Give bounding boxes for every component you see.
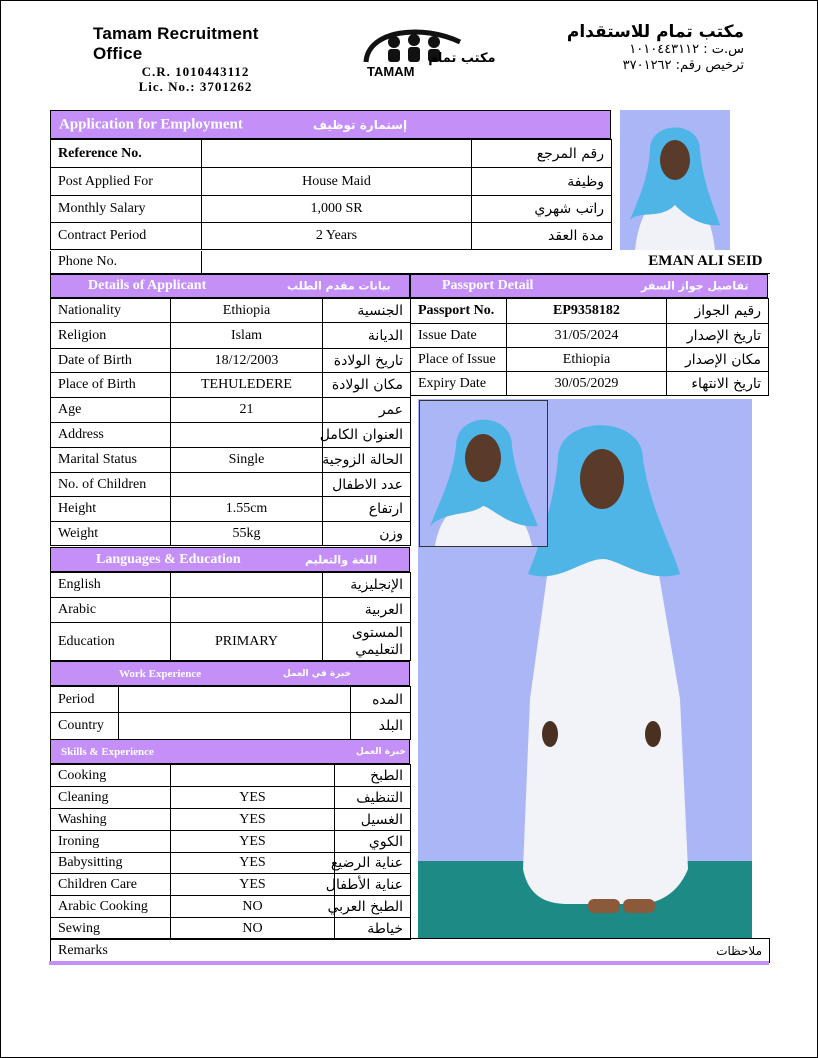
applicant-row [51, 349, 411, 373]
passport-label-ar: رقيم الجواز [667, 299, 769, 324]
passport-row [411, 299, 769, 324]
reference-label: Reference No. [51, 140, 202, 168]
application-title-en: Application for Employment [59, 116, 243, 132]
applicant-label-ar: عمر [323, 398, 411, 423]
applicant-title-ar: بيانات مقدم الطلب [287, 279, 391, 293]
languages-value [171, 598, 323, 623]
work-row [51, 687, 411, 713]
logo-arabic: مكتب تمام [428, 51, 496, 66]
skills-label: Sewing [51, 918, 171, 940]
passport-label-ar: تاريخ الإصدار [667, 324, 769, 348]
skills-label-ar: التنظيف [335, 787, 411, 809]
applicant-title-en: Details of Applicant [88, 278, 207, 293]
languages-row [51, 573, 411, 598]
salary-row [51, 196, 612, 223]
applicant-label: Date of Birth [51, 349, 171, 373]
skills-row [51, 809, 411, 831]
applicant-value: TEHULEDERE [171, 373, 323, 398]
applicant-headshot-top [620, 110, 730, 250]
languages-title-bar [50, 547, 410, 572]
applicant-label: Nationality [51, 299, 171, 323]
skills-row [51, 918, 411, 940]
post-label: Post Applied For [51, 168, 202, 196]
remarks-row [51, 939, 770, 963]
skills-row [51, 896, 411, 918]
applicant-value: 55kg [171, 522, 323, 546]
education-label: Education [51, 623, 171, 661]
reference-value [202, 140, 472, 168]
languages-label-ar: الإنجليزية [323, 573, 411, 598]
applicant-value: 21 [171, 398, 323, 423]
cr-number-en: C.R. 1010443112 [141, 64, 250, 79]
salary-label: Monthly Salary [51, 196, 202, 223]
skills-row [51, 787, 411, 809]
applicant-label-ar: تاريخ الولادة [323, 349, 411, 373]
skills-label: Ironing [51, 831, 171, 853]
skills-row [51, 874, 411, 896]
passport-title-bar [410, 274, 768, 298]
languages-title-ar: اللغة والتعليم [305, 553, 378, 566]
contract-label: Contract Period [51, 223, 202, 250]
applicant-row [51, 373, 411, 398]
skills-label: Cooking [51, 765, 171, 787]
passport-label: Expiry Date [411, 372, 507, 396]
license-number-en: Lic. No.: 3701262 [138, 79, 253, 94]
post-value: House Maid [202, 168, 472, 196]
applicant-row [51, 299, 411, 323]
skills-title-ar: خبرة العمل [356, 746, 406, 757]
tamam-logo [362, 20, 496, 80]
reference-label-ar: رقم المرجع [472, 140, 612, 168]
skills-label-ar: الكوي [335, 831, 411, 853]
skills-title-bar [50, 739, 410, 764]
languages-label: Arabic [51, 598, 171, 623]
skills-row [51, 853, 411, 874]
license-number-ar: ترخيص رقم: ٣٧٠١٢٦٢ [622, 58, 744, 73]
skills-value: YES [171, 787, 335, 809]
passport-row [411, 348, 769, 372]
remarks-table [50, 938, 770, 963]
office-header-en [93, 24, 298, 94]
work-label-ar: المده [351, 687, 411, 713]
skills-value: YES [171, 853, 335, 874]
skills-value: NO [171, 918, 335, 940]
contract-value: 2 Years [202, 223, 472, 250]
skills-label: Babysitting [51, 853, 171, 874]
work-value [119, 687, 351, 713]
skills-title-en: Skills & Experience [61, 745, 154, 758]
skills-value [171, 765, 335, 787]
applicant-label: Weight [51, 522, 171, 546]
applicant-label: Place of Birth [51, 373, 171, 398]
applicant-row [51, 448, 411, 473]
skills-label-ar: الغسيل [335, 809, 411, 831]
office-name-en: Tamam Recruitment Office [93, 24, 259, 63]
applicant-label: No. of Children [51, 473, 171, 497]
post-label-ar: وظيفة [472, 168, 612, 196]
skills-label-ar: عناية الأطفال [335, 874, 411, 896]
work-value [119, 713, 351, 740]
skills-label-ar: عناية الرضيع [335, 853, 411, 874]
work-label: Country [51, 713, 119, 740]
applicant-table [50, 298, 411, 546]
languages-title-en: Languages & Education [96, 551, 241, 567]
passport-table [410, 298, 769, 396]
post-row [51, 168, 612, 196]
applicant-row [51, 398, 411, 423]
languages-table [50, 572, 411, 661]
applicant-title-bar [50, 274, 410, 298]
applicant-value [171, 423, 323, 448]
applicant-label: Age [51, 398, 171, 423]
applicant-row [51, 497, 411, 522]
passport-label-ar: تاريخ الانتهاء [667, 372, 769, 396]
languages-value [171, 573, 323, 598]
work-label-ar: البلد [351, 713, 411, 740]
skills-table [50, 764, 411, 940]
applicant-row [51, 323, 411, 349]
passport-row [411, 324, 769, 348]
work-title-en: Work Experience [119, 667, 202, 680]
work-row [51, 713, 411, 740]
skills-label: Cleaning [51, 787, 171, 809]
education-label-ar: المستوى التعليمي [323, 623, 411, 661]
reference-row [51, 140, 612, 168]
skills-label-ar: الطبخ العربي [335, 896, 411, 918]
salary-value: 1,000 SR [202, 196, 472, 223]
passport-row [411, 372, 769, 396]
skills-label: Arabic Cooking [51, 896, 171, 918]
phone-row [51, 251, 770, 273]
skills-label-ar: الطبخ [335, 765, 411, 787]
languages-label-ar: العربية [323, 598, 411, 623]
application-table [50, 139, 612, 250]
contract-label-ar: مدة العقد [472, 223, 612, 250]
skills-row [51, 831, 411, 853]
office-name-ar: مكتب تمام للاستقدام [566, 22, 744, 42]
skills-value: YES [171, 831, 335, 853]
applicant-label-ar: الجنسية [323, 299, 411, 323]
education-value: PRIMARY [171, 623, 323, 661]
work-title-ar: خبرة في العمل [283, 668, 351, 679]
remarks-label-ar: ملاحظات [411, 939, 770, 963]
applicant-label: Religion [51, 323, 171, 349]
applicant-label-ar: الحالة الزوجية [323, 448, 411, 473]
applicant-row [51, 473, 411, 497]
work-label: Period [51, 687, 119, 713]
languages-row [51, 598, 411, 623]
languages-label: English [51, 573, 171, 598]
skills-value: NO [171, 896, 335, 918]
applicant-value: Islam [171, 323, 323, 349]
applicant-name: EMAN ALI SEID [202, 251, 770, 273]
skills-label: Washing [51, 809, 171, 831]
applicant-label-ar: العنوان الكامل [323, 423, 411, 448]
applicant-row [51, 522, 411, 546]
applicant-label-ar: الديانة [323, 323, 411, 349]
applicant-value: Ethiopia [171, 299, 323, 323]
passport-label: Issue Date [411, 324, 507, 348]
remarks-label: Remarks [51, 939, 411, 963]
passport-label: Passport No. [411, 299, 507, 324]
passport-value: 30/05/2029 [507, 372, 667, 396]
contract-row [51, 223, 612, 250]
work-title-bar [50, 661, 410, 686]
passport-label-ar: مكان الإصدار [667, 348, 769, 372]
applicant-value: 18/12/2003 [171, 349, 323, 373]
logo-text: TAMAM [367, 64, 415, 79]
education-row [51, 623, 411, 661]
applicant-value: Single [171, 448, 323, 473]
passport-title-ar: تفاصيل جواز السفر [641, 279, 749, 293]
applicant-label: Address [51, 423, 171, 448]
applicant-label-ar: مكان الولادة [323, 373, 411, 398]
application-title-ar: إستمارة توظيف [313, 117, 408, 132]
applicant-value: 1.55cm [171, 497, 323, 522]
applicant-label: Marital Status [51, 448, 171, 473]
skills-label-ar: خياطة [335, 918, 411, 940]
applicant-value [171, 473, 323, 497]
skills-label: Children Care [51, 874, 171, 896]
application-title-bar [50, 110, 611, 139]
work-table [50, 686, 411, 740]
phone-label: Phone No. [51, 251, 202, 273]
applicant-headshot-inset [419, 400, 548, 547]
cr-number-ar: س.ت : ١٠١٠٤٤٣١١٢ [629, 42, 744, 57]
bottom-accent-line [49, 961, 769, 965]
passport-label: Place of Issue [411, 348, 507, 372]
applicant-label-ar: وزن [323, 522, 411, 546]
passport-value: EP9358182 [507, 299, 667, 324]
passport-value: Ethiopia [507, 348, 667, 372]
skills-value: YES [171, 874, 335, 896]
passport-value: 31/05/2024 [507, 324, 667, 348]
phone-table [50, 251, 770, 274]
skills-value: YES [171, 809, 335, 831]
applicant-label: Height [51, 497, 171, 522]
salary-label-ar: راتب شهري [472, 196, 612, 223]
skills-row [51, 765, 411, 787]
applicant-row [51, 423, 411, 448]
passport-title-en: Passport Detail [442, 278, 534, 293]
office-header-ar [534, 22, 744, 74]
applicant-label-ar: عدد الاطفال [323, 473, 411, 497]
applicant-label-ar: ارتفاع [323, 497, 411, 522]
